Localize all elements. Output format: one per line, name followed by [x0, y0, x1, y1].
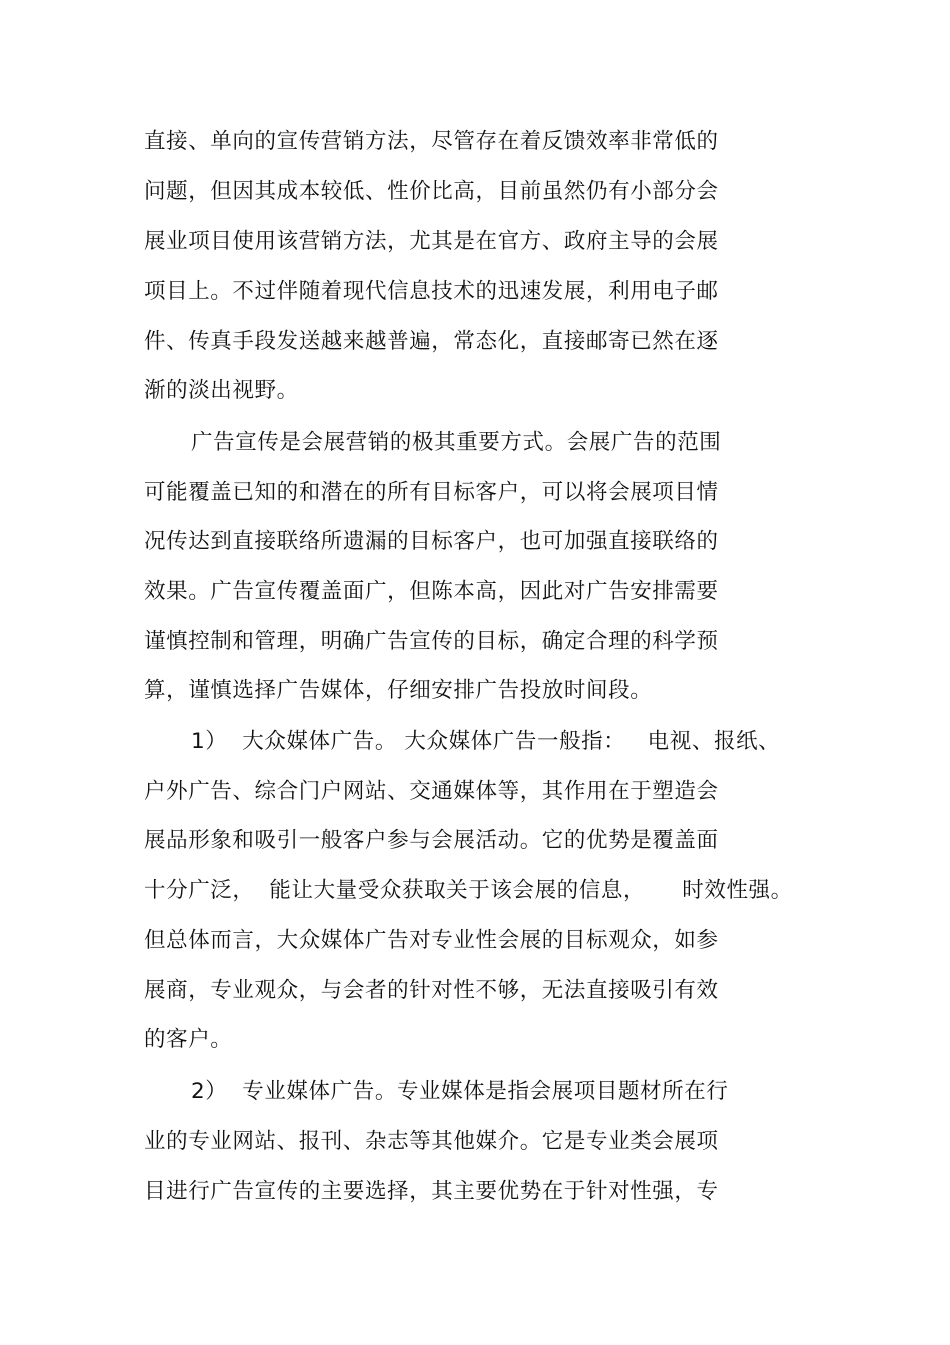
paragraph-line: 谨慎控制和管理，明确广告宣传的目标，确定合理的科学预: [144, 629, 719, 654]
paragraph-line: 算，谨慎选择广告媒体，仔细安排广告投放时间段。: [144, 678, 653, 703]
paragraph-line: 问题，但因其成本较低、性价比高，目前虽然仍有小部分会: [144, 179, 719, 204]
paragraph-line: 展商，专业观众，与会者的针对性不够，无法直接吸引有效: [144, 978, 719, 1003]
paragraph-line: 件、传真手段发送越来越普遍，常态化，直接邮寄已然在逐: [144, 329, 719, 354]
paragraph-line: 况传达到直接联络所遗漏的目标客户，也可加强直接联络的: [144, 529, 719, 554]
paragraph-line: 可能覆盖已知的和潜在的所有目标客户，可以将会展项目情: [144, 480, 719, 505]
paragraph-line: 户外广告、综合门户网站、交通媒体等，其作用在于塑造会: [144, 779, 719, 804]
paragraph-line: 项目上。不过伴随着现代信息技术的迅速发展，利用电子邮: [144, 279, 719, 304]
paragraph-line: 目进行广告宣传的主要选择，其主要优势在于针对性强，专: [144, 1179, 719, 1204]
paragraph-line: 广告宣传是会展营销的极其重要方式。会展广告的范围: [191, 430, 722, 455]
paragraph-line: 但总体而言，大众媒体广告对专业性会展的目标观众，如参: [144, 928, 719, 953]
paragraph-line: 渐的淡出视野。: [144, 378, 299, 403]
paragraph-line: 业的专业网站、报刊、杂志等其他媒介。它是专业类会展项: [144, 1129, 719, 1154]
list-item-heading: 1） 大众媒体广告。 大众媒体广告一般指： 电视、报纸、: [191, 729, 781, 754]
list-item-heading: 2） 专业媒体广告。专业媒体是指会展项目题材所在行: [191, 1079, 729, 1104]
paragraph-line: 展品形象和吸引一般客户参与会展活动。它的优势是覆盖面: [144, 828, 719, 853]
paragraph-line: 效果。广告宣传覆盖面广，但陈本高，因此对广告安排需要: [144, 579, 719, 604]
paragraph-line: 展业项目使用该营销方法，尤其是在官方、政府主导的会展: [144, 229, 719, 254]
paragraph-line: 直接、单向的宣传营销方法，尽管存在着反馈效率非常低的: [144, 129, 719, 154]
paragraph-line: 十分广泛， 能让大量受众获取关于该会展的信息， 时效性强。: [144, 878, 793, 903]
paragraph-line: 的客户。: [144, 1027, 233, 1052]
